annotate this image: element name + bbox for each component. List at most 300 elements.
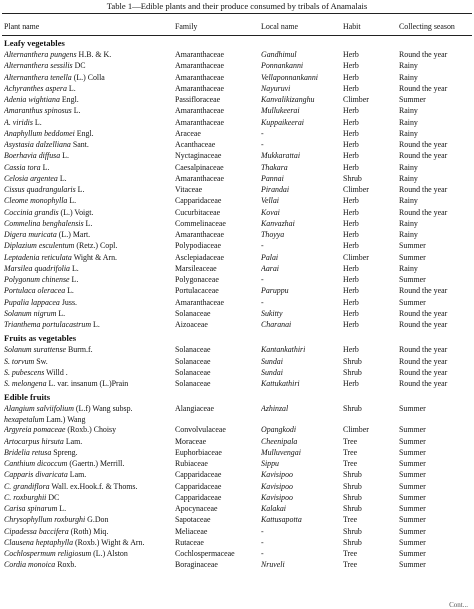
plant-name-cell: [4, 50, 175, 61]
author-citation: L.: [57, 504, 67, 513]
habit-cell: Tree: [343, 436, 358, 446]
species-name: Alternanthera sessilis: [4, 61, 73, 71]
season-cell: Rainy: [399, 162, 418, 172]
family-cell: Euphorbiaceae: [175, 447, 222, 457]
table-row: [4, 275, 472, 286]
season-cell: Rainy: [399, 173, 418, 183]
plant-name-cell: [4, 345, 175, 356]
local-name-cell: Kanvalikizanghu: [261, 95, 315, 104]
table-row: [4, 50, 472, 61]
plant-name-cell: [4, 61, 175, 72]
species-name: Achyranthes aspera: [4, 83, 67, 93]
habit-cell: Herb: [343, 230, 359, 239]
season-cell: Summer: [399, 560, 426, 570]
plant-name-cell: [4, 357, 175, 368]
family-cell: Marsileaceae: [175, 263, 217, 273]
table-row: [4, 493, 472, 504]
family-cell: Amaranthaceae: [175, 83, 225, 93]
species-name: Solanum nigrum: [4, 308, 57, 318]
plant-name-cell: [4, 151, 175, 162]
habit-cell: Herb: [343, 117, 359, 127]
habit-cell: Herb: [343, 207, 359, 217]
author-citation: Wall. ex.Hook.f. & Thoms.: [49, 481, 138, 491]
table-row: [4, 560, 472, 571]
plant-name-cell: [4, 320, 175, 331]
family-cell: Nyctaginaceae: [175, 151, 222, 161]
family-cell: Acanthaceae: [175, 140, 216, 149]
season-cell: Summer: [399, 252, 426, 262]
family-cell: Polypodiaceae: [175, 241, 222, 251]
plant-name-cell: [4, 404, 175, 425]
table-row: [4, 345, 472, 356]
table-body: [4, 36, 472, 572]
table-row: [4, 482, 472, 493]
table-row: [4, 174, 472, 185]
table-row: [4, 549, 472, 560]
habit-cell: Herb: [343, 196, 359, 206]
species-name: Coccinia grandis: [4, 207, 59, 217]
table-caption: Table 1—Edible plants and their produce consumed by tribals of Anamalais: [106, 1, 368, 11]
season-cell: Rainy: [399, 128, 418, 138]
table-row: [4, 230, 472, 241]
plant-name-cell: [4, 504, 175, 515]
species-name: C. roxburghii: [4, 492, 47, 502]
species-name: S. melongena: [4, 379, 47, 388]
table-row: [4, 61, 472, 72]
author-citation: L.: [67, 196, 77, 206]
habit-cell: Herb: [343, 72, 359, 82]
family-cell: Sapotaceae: [175, 515, 211, 525]
table-row: [4, 95, 472, 106]
table-header-row: [4, 17, 472, 36]
author-citation: L.: [83, 218, 93, 228]
plant-name-cell: [4, 196, 175, 207]
species-name: Cissus quadrangularis: [4, 185, 76, 194]
section-heading-row: [4, 390, 472, 404]
species-name: Adenia wightiana: [4, 95, 60, 104]
author-citation: DC: [72, 61, 86, 71]
family-cell: Aizoaceae: [175, 320, 208, 329]
family-cell: Polygonaceae: [175, 275, 219, 284]
season-cell: Round the year: [399, 345, 448, 355]
local-name-cell: Ponnankanni: [261, 61, 304, 71]
local-name-cell: Sundai: [261, 356, 283, 366]
plant-name-cell: [4, 425, 175, 436]
species-name: Alternanthera pungens: [4, 50, 77, 59]
column-header-collecting-season: Collecting season: [399, 22, 455, 31]
season-cell: Summer: [399, 436, 426, 446]
local-name-cell: Paruppu: [261, 286, 289, 296]
author-citation: Lam.: [67, 470, 87, 480]
local-name-cell: -: [261, 549, 264, 558]
table-row: [4, 298, 472, 309]
family-cell: Capparidaceae: [175, 196, 222, 206]
species-name: Cordia monoica: [4, 560, 56, 570]
author-citation: (L.) Voigt.: [58, 207, 94, 217]
plant-name-cell: [4, 106, 175, 117]
season-cell: Rainy: [399, 117, 418, 127]
author-citation: Spreng.: [51, 447, 78, 457]
family-cell: Passifloraceae: [175, 95, 221, 104]
author-citation: Engl.: [74, 128, 94, 138]
table-row: [4, 437, 472, 448]
author-citation: H.B. & K.: [76, 50, 112, 59]
family-cell: Amaranthaceae: [175, 72, 225, 82]
local-name-cell: -: [261, 140, 264, 149]
section-title: Leafy vegetables: [4, 38, 65, 48]
plant-name-cell: [4, 309, 175, 320]
plant-name-cell: [4, 527, 175, 538]
habit-cell: Climber: [343, 425, 369, 435]
local-name-cell: -: [261, 537, 264, 547]
plant-name-cell: [4, 185, 175, 196]
species-name: Marsilea quadrifolia: [4, 263, 70, 273]
habit-cell: Herb: [343, 286, 359, 296]
author-citation: DC: [46, 492, 60, 502]
top-rule: [2, 13, 472, 14]
plant-name-cell: [4, 140, 175, 151]
plant-name-cell: [4, 95, 175, 106]
plant-name-cell: [4, 241, 175, 252]
author-citation: (Roxb.) Wight & Arn.: [73, 537, 145, 547]
plant-name-cell: [4, 129, 175, 140]
plant-name-cell: [4, 298, 175, 309]
table-row: [4, 448, 472, 459]
author-citation: Engl.: [59, 95, 79, 104]
habit-cell: Shrub: [343, 492, 362, 502]
local-name-cell: Kavisipoo: [261, 470, 294, 480]
habit-cell: Climber: [343, 95, 369, 104]
season-cell: Round the year: [399, 83, 448, 93]
local-name-cell: Kavisipoo: [261, 481, 294, 491]
habit-cell: Shrub: [343, 404, 362, 414]
habit-cell: Herb: [343, 83, 359, 93]
family-cell: Solanaceae: [175, 345, 211, 355]
habit-cell: Shrub: [343, 356, 362, 366]
season-cell: Round the year: [399, 151, 448, 161]
species-name: hexapetalum: [4, 414, 45, 424]
plant-name-cell: [4, 493, 175, 504]
local-name-cell: Sundai: [261, 367, 283, 377]
plant-name-cell: [4, 163, 175, 174]
species-name: Argyreia pomaceae: [4, 425, 66, 435]
table-row: [4, 196, 472, 207]
table-row: [4, 84, 472, 95]
species-name: S. torvum: [4, 356, 35, 366]
local-name-cell: Kuppaikeerai: [261, 117, 304, 127]
species-name: Diplazium esculentum: [4, 241, 75, 251]
local-name-cell: Kanvazhai: [261, 218, 295, 228]
habit-cell: Tree: [343, 549, 358, 558]
local-name-cell: Kattukathiri: [261, 379, 300, 388]
species-name: Amaranthus spinosus: [4, 106, 72, 116]
habit-cell: Tree: [343, 515, 358, 525]
author-citation: L.: [71, 106, 81, 116]
season-cell: Summer: [399, 447, 426, 457]
plant-name-cell: [4, 286, 175, 297]
author-citation: (Gaertn.) Merrill.: [67, 459, 125, 468]
family-cell: Amaranthaceae: [175, 50, 225, 59]
species-name: Boerhavia diffusa: [4, 151, 61, 161]
local-name-cell: Vellaponnankanni: [261, 72, 318, 82]
season-cell: Summer: [399, 404, 426, 414]
habit-cell: Herb: [343, 345, 359, 355]
season-cell: Summer: [399, 275, 426, 284]
local-name-cell: Mulluvengai: [261, 447, 301, 457]
author-citation: L.: [75, 185, 85, 194]
family-cell: Amaranthaceae: [175, 230, 225, 239]
season-cell: Summer: [399, 459, 426, 468]
local-name-cell: Nruveli: [261, 560, 285, 570]
family-cell: Portulacaceae: [175, 286, 219, 296]
plant-name-cell: [4, 219, 175, 230]
season-cell: Round the year: [399, 308, 448, 318]
local-name-cell: -: [261, 128, 264, 138]
plant-name-cell: [4, 549, 175, 560]
local-name-cell: -: [261, 241, 264, 251]
author-citation: Wight & Arn.: [71, 252, 118, 262]
habit-cell: Herb: [343, 106, 359, 116]
column-header-local-name: Local name: [261, 22, 299, 31]
table-row: [4, 368, 472, 379]
plant-name-cell: [4, 515, 175, 526]
species-name: Canthium dicoccum: [4, 459, 68, 468]
local-name-cell: Kavisipoo: [261, 492, 294, 502]
local-name-cell: Sukitty: [261, 308, 283, 318]
species-name: Bridelia retusa: [4, 447, 52, 457]
local-name-cell: Cheenipala: [261, 436, 298, 446]
species-name: Commelina benghalensis: [4, 218, 84, 228]
habit-cell: Herb: [343, 297, 359, 307]
habit-cell: Shrub: [343, 470, 362, 480]
plant-name-cell: [4, 118, 175, 129]
season-cell: Rainy: [399, 61, 418, 71]
season-cell: Summer: [399, 492, 426, 502]
author-citation: Sant.: [70, 140, 89, 149]
family-cell: Amaranthaceae: [175, 106, 225, 116]
season-cell: Summer: [399, 515, 426, 525]
family-cell: Cochlospermaceae: [175, 549, 235, 558]
plant-name-cell: [4, 459, 175, 470]
author-citation: Burm.f.: [66, 345, 93, 355]
species-name: Artocarpus hirsuta: [4, 436, 64, 446]
author-citation: L.: [32, 117, 42, 127]
local-name-cell: Nayuruvi: [261, 83, 291, 93]
species-name: Pupalia lappacea: [4, 297, 60, 307]
species-name: Asystasia dalzelliana: [4, 140, 71, 149]
family-cell: Cucurbitaceae: [175, 207, 221, 217]
habit-cell: Herb: [343, 379, 359, 388]
section-title: Edible fruits: [4, 392, 51, 403]
species-name: S. pubescens: [4, 367, 45, 377]
habit-cell: Climber: [343, 252, 369, 262]
species-name: Cipadessa baccifera: [4, 526, 69, 536]
family-cell: Amaranthaceae: [175, 297, 225, 307]
author-citation: L.: [91, 320, 100, 329]
species-name: Clausena heptaphylla: [4, 537, 74, 547]
family-cell: Solanaceae: [175, 356, 211, 366]
species-name: C. grandiflora: [4, 481, 50, 491]
plant-name-cell: [4, 174, 175, 185]
habit-cell: Herb: [343, 162, 359, 172]
table-row: [4, 73, 472, 84]
habit-cell: Herb: [343, 50, 359, 59]
section-heading-row: [4, 36, 472, 50]
author-citation: L.: [60, 151, 69, 161]
species-name: Anaphyllum beddomei: [4, 128, 75, 138]
season-cell: Round the year: [399, 207, 448, 217]
species-name: Digera muricata: [4, 230, 57, 239]
family-cell: Meliaceae: [175, 526, 208, 536]
author-citation: (L.f) Wang subsp.: [73, 404, 133, 414]
author-citation: Juss.: [59, 297, 77, 307]
author-citation: L.: [65, 286, 74, 296]
table-row: [4, 357, 472, 368]
local-name-cell: Aarai: [261, 263, 279, 273]
species-name: A. viridis: [4, 117, 33, 127]
author-citation: (L.) Alston: [91, 549, 128, 558]
habit-cell: Tree: [343, 560, 358, 570]
author-citation: Lam.: [63, 436, 83, 446]
habit-cell: Shrub: [343, 367, 362, 377]
species-name: Trianthema portulacastrum: [4, 320, 92, 329]
author-citation: Sw.: [34, 356, 48, 366]
species-name: Cochlospermum religiosum: [4, 549, 92, 558]
local-name-cell: Kovai: [261, 207, 280, 217]
family-cell: Caesalpinaceae: [175, 162, 224, 172]
season-cell: Summer: [399, 549, 426, 558]
table-row: [4, 264, 472, 275]
season-cell: Summer: [399, 425, 426, 435]
table-row: [4, 538, 472, 549]
family-cell: Asclepiadaceae: [175, 252, 225, 262]
family-cell: Araceae: [175, 128, 201, 138]
habit-cell: Herb: [343, 263, 359, 273]
local-name-cell: Gandhimul: [261, 50, 297, 59]
table-row: [4, 151, 472, 162]
table-row: [4, 185, 472, 196]
plant-name-cell: [4, 560, 175, 571]
season-cell: Rainy: [399, 230, 418, 239]
plant-name-cell: [4, 73, 175, 84]
habit-cell: Tree: [343, 447, 358, 457]
plant-name-cell: [4, 448, 175, 459]
author-citation: (Roxb.) Choisy: [65, 425, 117, 435]
habit-cell: Herb: [343, 218, 359, 228]
author-citation: L.: [69, 263, 79, 273]
family-cell: Convolvulaceae: [175, 425, 226, 435]
family-cell: Capparidaceae: [175, 492, 222, 502]
table-row: [4, 459, 472, 470]
local-name-cell: Mullukeerai: [261, 106, 300, 116]
species-name: Polygonum chinense: [4, 275, 70, 284]
habit-cell: Shrub: [343, 537, 362, 547]
table-row: [4, 470, 472, 481]
table-row: [4, 253, 472, 264]
season-cell: Round the year: [399, 367, 448, 377]
author-citation: (Roth) Miq.: [68, 526, 109, 536]
family-cell: Rubiaceae: [175, 459, 208, 468]
species-name: Alangium salviifolium: [4, 404, 74, 414]
local-name-cell: -: [261, 297, 264, 307]
family-cell: Solanaceae: [175, 308, 211, 318]
author-citation: L.: [40, 162, 50, 172]
season-cell: Summer: [399, 537, 426, 547]
species-name: Carisa spinarum: [4, 504, 58, 513]
species-name: Solanum surattense: [4, 345, 67, 355]
family-cell: Boraginaceae: [175, 560, 218, 570]
author-citation: Roxb.: [55, 560, 77, 570]
table-row: [4, 404, 472, 425]
table-row: [4, 208, 472, 219]
local-name-cell: Sippu: [261, 459, 279, 468]
plant-name-cell: [4, 368, 175, 379]
family-cell: Capparidaceae: [175, 470, 222, 480]
season-cell: Rainy: [399, 106, 418, 116]
continued-marker: Cont...: [449, 601, 468, 609]
table-row: [4, 219, 472, 230]
habit-cell: Herb: [343, 151, 359, 161]
habit-cell: Herb: [343, 275, 359, 284]
season-cell: Rainy: [399, 72, 418, 82]
author-citation: Lam.) Wang: [44, 414, 86, 424]
table-row: [4, 379, 472, 390]
habit-cell: Shrub: [343, 481, 362, 491]
season-cell: Summer: [399, 481, 426, 491]
season-cell: Summer: [399, 470, 426, 480]
author-citation: L.: [57, 173, 67, 183]
column-header-habit: Habit: [343, 22, 361, 31]
family-cell: Commelinaceae: [175, 218, 226, 228]
family-cell: Solanaceae: [175, 367, 211, 377]
table-row: [4, 140, 472, 151]
season-cell: Summer: [399, 526, 426, 536]
habit-cell: Herb: [343, 308, 359, 318]
table-row: [4, 118, 472, 129]
edible-plants-table: [4, 17, 472, 572]
table-row: [4, 163, 472, 174]
plant-name-cell: [4, 275, 175, 286]
family-cell: Capparidaceae: [175, 481, 222, 491]
season-cell: Round the year: [399, 320, 448, 329]
author-citation: (L.) Mart.: [56, 230, 91, 239]
family-cell: Alangiaceae: [175, 404, 214, 414]
local-name-cell: Opangkodi: [261, 425, 297, 435]
plant-name-cell: [4, 538, 175, 549]
author-citation: L.: [69, 275, 79, 284]
local-name-cell: -: [261, 526, 264, 536]
family-cell: Solanaceae: [175, 379, 211, 388]
local-name-cell: Kattusapotta: [261, 515, 302, 525]
table-row: [4, 320, 472, 331]
species-name: Capparis divaricata: [4, 470, 68, 480]
local-name-cell: Palai: [261, 252, 279, 262]
habit-cell: Tree: [343, 459, 358, 468]
plant-name-cell: [4, 84, 175, 95]
habit-cell: Herb: [343, 140, 359, 149]
local-name-cell: Pannai: [261, 173, 284, 183]
family-cell: Amaranthaceae: [175, 173, 225, 183]
season-cell: Summer: [399, 95, 426, 104]
season-cell: Summer: [399, 297, 426, 307]
season-cell: Summer: [399, 241, 426, 251]
family-cell: Apocynaceae: [175, 504, 218, 513]
family-cell: Rutaceae: [175, 537, 204, 547]
habit-cell: Climber: [343, 185, 369, 194]
plant-name-cell: [4, 482, 175, 493]
plant-name-cell: [4, 208, 175, 219]
plant-name-cell: [4, 379, 175, 390]
